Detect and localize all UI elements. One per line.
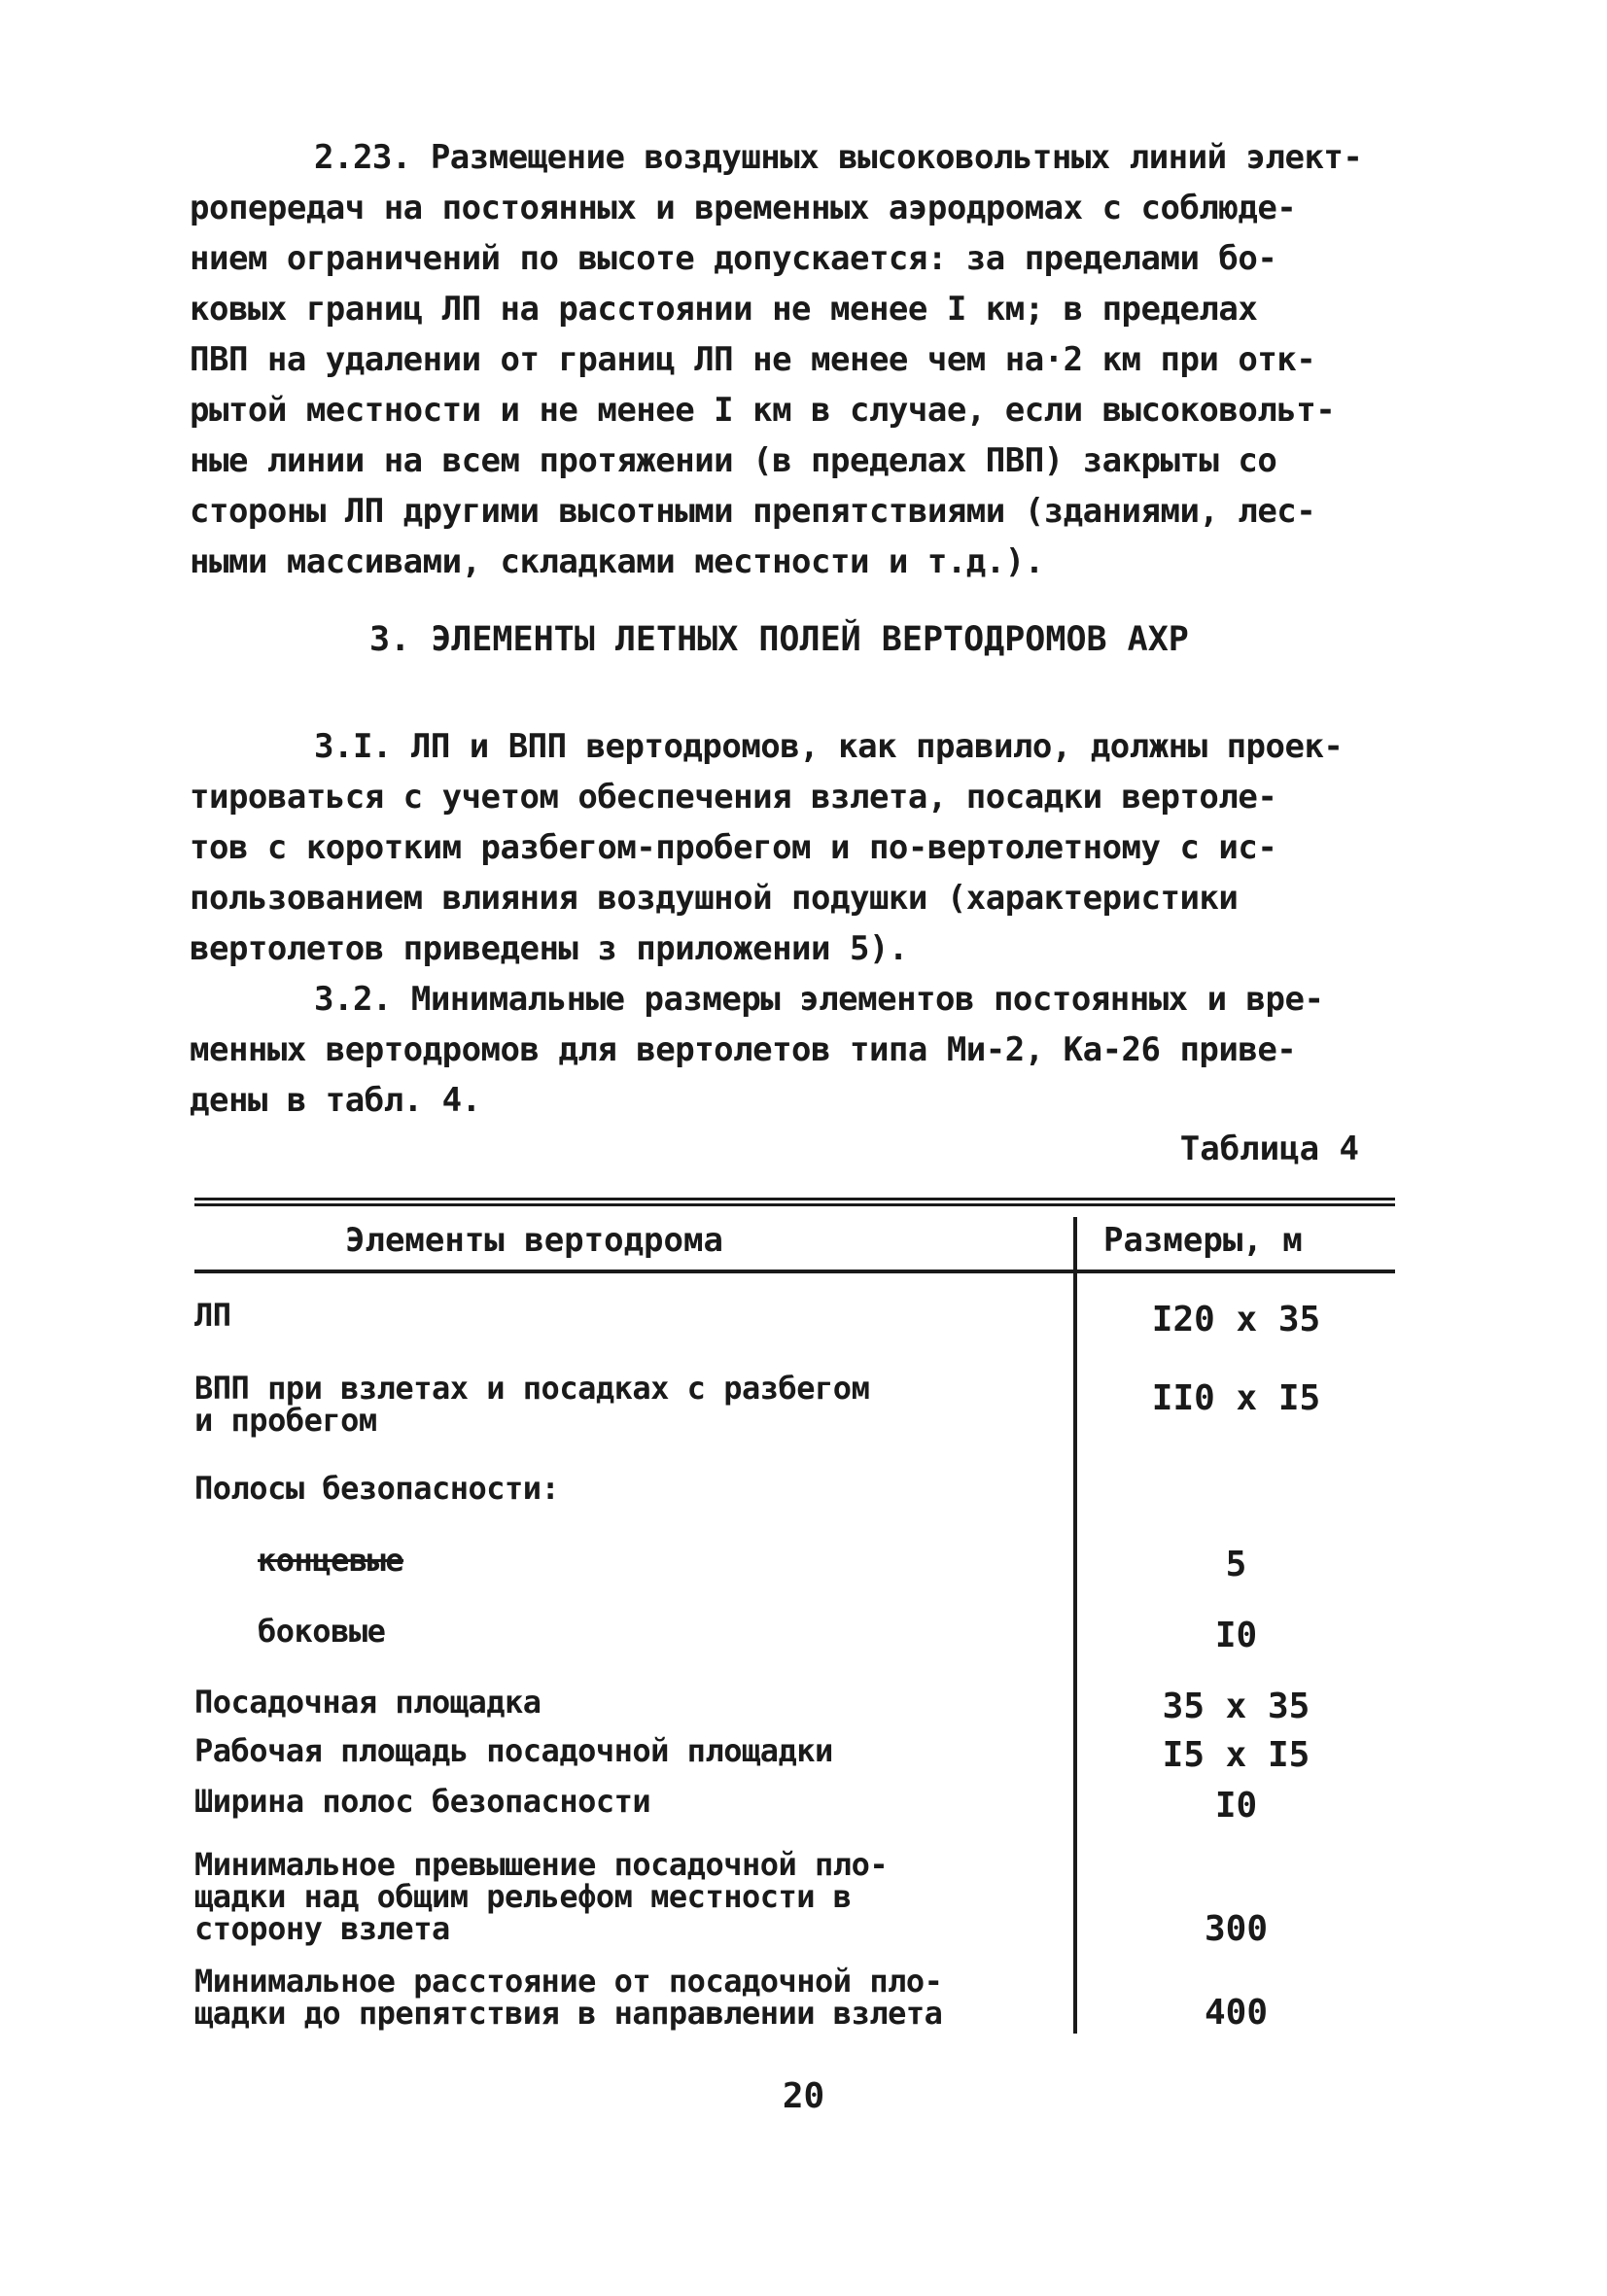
text-line: ковых границ ЛП на расстоянии не менее I км; в пределах bbox=[190, 290, 1258, 329]
row-label bbox=[194, 1684, 1050, 1721]
row-label bbox=[194, 1370, 1050, 1439]
row-label-line: Ширина полос безопасности bbox=[194, 1783, 651, 1820]
row-value: 5 bbox=[1225, 1545, 1247, 1584]
table-header-rule bbox=[194, 1270, 1395, 1273]
table-caption: Таблица 4 bbox=[1179, 1130, 1359, 1168]
text-line: ные линии на всем протяжении (в пределах ПВП) закрыты со bbox=[190, 441, 1277, 480]
row-label bbox=[194, 1783, 1050, 1820]
text-line: тироваться с учетом обеспечения взлета, посадки вертоле- bbox=[190, 778, 1277, 817]
paragraph-3-1 bbox=[190, 721, 1415, 974]
row-label-line: Полосы безопасности: bbox=[194, 1470, 560, 1507]
text-line: ропередач на постоянных и временных аэродромах с соблюде- bbox=[190, 189, 1297, 227]
paragraph-3-2 bbox=[190, 974, 1415, 1126]
text-line: 2.23. Размещение воздушных высоковольтных линий элект- bbox=[314, 138, 1363, 177]
dimensions-table bbox=[194, 1198, 1395, 2043]
row-label-line: щадки до препятствия в направлении взлета bbox=[194, 1995, 943, 2032]
text-line: стороны ЛП другими высотными препятствиями (зданиями, лес- bbox=[190, 492, 1316, 531]
row-value: 300 bbox=[1204, 1909, 1269, 1949]
row-label-line: ЛП bbox=[194, 1297, 231, 1334]
row-label-line: Минимальное превышение посадочной пло- bbox=[194, 1846, 889, 1883]
text-line: рытой местности и не менее I км в случае, если высоковольт- bbox=[190, 391, 1336, 430]
row-value: I5 x I5 bbox=[1162, 1735, 1310, 1775]
row-label bbox=[258, 1613, 1113, 1650]
row-value: I20 x 35 bbox=[1151, 1300, 1321, 1339]
table-top-rule bbox=[194, 1203, 1395, 1206]
row-label bbox=[258, 1542, 1113, 1579]
row-label-line: ВПП при взлетах и посадках с разбегом bbox=[194, 1370, 870, 1407]
column-header-sizes: Размеры, м bbox=[1103, 1221, 1303, 1260]
row-label bbox=[194, 1470, 1050, 1507]
row-value: 35 x 35 bbox=[1162, 1687, 1310, 1726]
row-label-line: и пробегом bbox=[194, 1402, 377, 1439]
text-line: нием ограничений по высоте допускается: за пределами бо- bbox=[190, 239, 1277, 278]
paragraph-2-23 bbox=[190, 132, 1415, 587]
text-line: ПВП на удалении от границ ЛП не менее чем на·2 км при отк- bbox=[190, 340, 1316, 379]
row-label-line: сторону взлета bbox=[194, 1910, 450, 1947]
text-line: ными массивами, складками местности и т.д.). bbox=[190, 542, 1044, 581]
row-value: 400 bbox=[1204, 1993, 1269, 2033]
section-heading: 3. ЭЛЕМЕНТЫ ЛЕТНЫХ ПОЛЕЙ ВЕРТОДРОМОВ АХР bbox=[369, 620, 1189, 659]
row-label bbox=[194, 1297, 1050, 1334]
row-value: II0 x I5 bbox=[1151, 1378, 1321, 1418]
text-line: дены в табл. 4. bbox=[190, 1081, 481, 1120]
row-label bbox=[194, 1732, 1050, 1769]
column-header-elements: Элементы вертодрома bbox=[345, 1221, 723, 1260]
row-label-line: Минимальное расстояние от посадочной пло- bbox=[194, 1963, 943, 2000]
text-line: тов с коротким разбегом-пробегом и по-вертолетному с ис- bbox=[190, 828, 1277, 867]
row-label-line: концевые bbox=[258, 1542, 404, 1579]
row-label bbox=[194, 1846, 1050, 1947]
page-number: 20 bbox=[782, 2076, 825, 2116]
text-line: 3.I. ЛП и ВПП вертодромов, как правило, должны проек- bbox=[314, 727, 1344, 766]
row-value: I0 bbox=[1214, 1616, 1258, 1655]
row-label bbox=[194, 1963, 1050, 2032]
text-line: пользованием влияния воздушной подушки (характеристики bbox=[190, 879, 1239, 918]
row-label-line: боковые bbox=[258, 1613, 386, 1650]
row-label-line: Посадочная площадка bbox=[194, 1684, 541, 1721]
table-top-rule bbox=[194, 1198, 1395, 1200]
text-line: менных вертодромов для вертолетов типа Ми-2, Ка-26 приве- bbox=[190, 1030, 1297, 1069]
row-value: I0 bbox=[1214, 1786, 1258, 1826]
text-line: 3.2. Минимальные размеры элементов постоянных и вре- bbox=[314, 980, 1324, 1019]
row-label-line: щадки над общим рельефом местности в bbox=[194, 1878, 852, 1915]
row-label-line: Рабочая площадь посадочной площадки bbox=[194, 1732, 833, 1769]
text-line: вертолетов приведены з приложении 5). bbox=[190, 929, 908, 968]
